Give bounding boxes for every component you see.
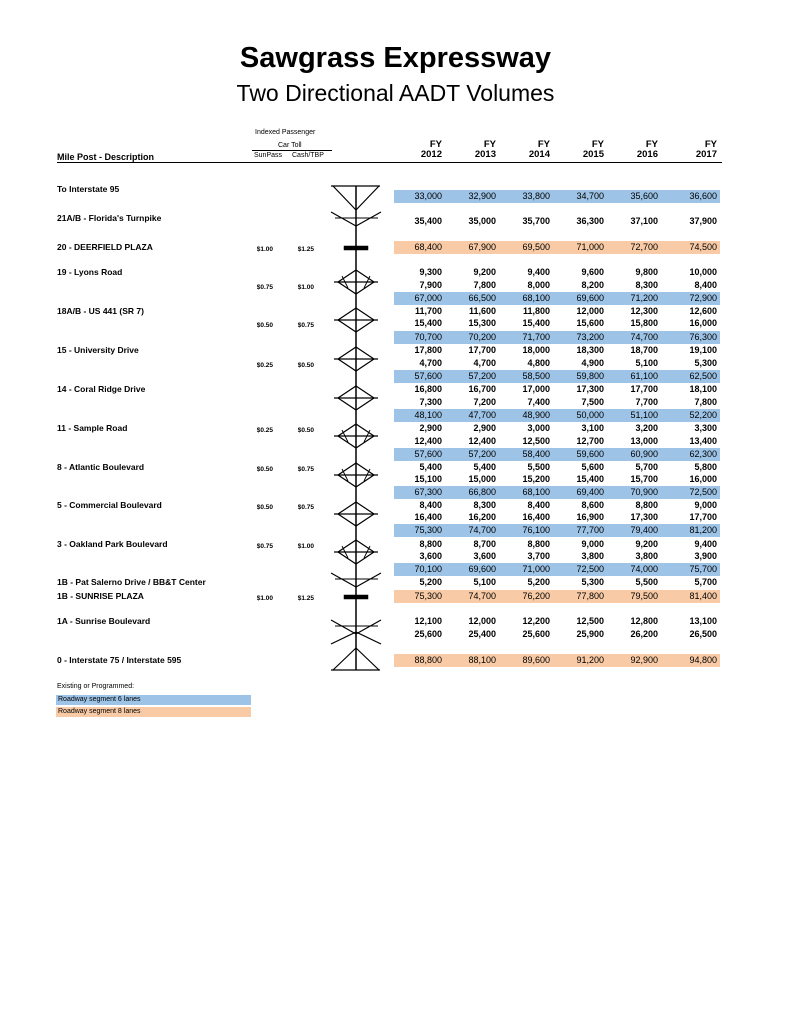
ramp [331, 573, 356, 587]
aadt-value: 5,300 [694, 358, 717, 368]
aadt-value: 69,600 [468, 564, 496, 574]
aadt-value: 33,800 [522, 191, 550, 201]
aadt-value: 70,200 [468, 332, 496, 342]
aadt-value: 9,000 [581, 539, 604, 549]
aadt-value: 3,000 [527, 423, 550, 433]
cash-column-header: Cash/TBP [292, 152, 324, 159]
aadt-value: 7,200 [473, 397, 496, 407]
toll-plaza [344, 595, 368, 599]
aadt-value: 68,100 [522, 487, 550, 497]
ramp [356, 186, 379, 210]
cash-toll: $1.25 [297, 246, 314, 253]
aadt-value: 69,400 [576, 487, 604, 497]
aadt-value: 91,200 [576, 655, 604, 665]
aadt-value: 36,300 [576, 216, 604, 226]
aadt-value: 15,300 [468, 318, 496, 328]
aadt-value: 8,400 [419, 500, 442, 510]
aadt-value: 5,100 [473, 577, 496, 587]
aadt-value: 15,800 [630, 318, 658, 328]
aadt-value: 61,100 [630, 371, 658, 381]
aadt-value: 74,700 [468, 525, 496, 535]
milepost-label: 3 - Oakland Park Boulevard [57, 539, 168, 549]
aadt-value: 32,900 [468, 191, 496, 201]
aadt-value: 26,200 [630, 629, 658, 639]
ramp [331, 620, 356, 634]
milepost-label: 1B - Pat Salerno Drive / BB&T Center [57, 577, 206, 587]
aadt-value: 16,700 [468, 384, 496, 394]
fy-label: FY [537, 139, 550, 150]
aadt-value: 3,700 [527, 551, 550, 561]
milepost-label: 11 - Sample Road [57, 423, 128, 433]
aadt-value: 16,900 [576, 512, 604, 522]
aadt-value: 47,700 [468, 410, 496, 420]
aadt-value: 71,000 [522, 564, 550, 574]
cash-toll: $0.75 [297, 466, 314, 473]
aadt-value: 11,800 [522, 306, 550, 316]
milepost-label: 5 - Commercial Boulevard [57, 500, 162, 510]
aadt-value: 17,700 [468, 345, 496, 355]
fy-year: 2012 [420, 149, 442, 160]
aadt-value: 25,600 [522, 629, 550, 639]
aadt-value: 3,900 [694, 551, 717, 561]
milepost-label: To Interstate 95 [57, 184, 120, 194]
fy-label: FY [429, 139, 442, 150]
aadt-value: 25,400 [468, 629, 496, 639]
aadt-value: 79,500 [630, 591, 658, 601]
aadt-value: 74,500 [689, 242, 717, 252]
aadt-value: 7,300 [419, 397, 442, 407]
aadt-value: 71,200 [630, 293, 658, 303]
aadt-value: 88,100 [468, 655, 496, 665]
toll-group-header: Indexed Passenger [255, 129, 316, 136]
aadt-value: 10,000 [689, 267, 717, 277]
aadt-value: 33,000 [414, 191, 442, 201]
toll-plaza [344, 246, 368, 250]
aadt-value: 9,300 [419, 267, 442, 277]
legend-six-lane: Roadway segment 6 lanes [56, 695, 251, 705]
aadt-value: 68,400 [414, 242, 442, 252]
aadt-value: 67,000 [414, 293, 442, 303]
aadt-value: 69,500 [522, 242, 550, 252]
aadt-value: 15,400 [414, 318, 442, 328]
aadt-value: 12,500 [522, 436, 550, 446]
milepost-label: 19 - Lyons Road [57, 267, 123, 277]
legend-heading: Existing or Programmed: [57, 683, 135, 690]
page-title: Sawgrass Expressway [239, 42, 552, 74]
aadt-value: 66,500 [468, 293, 496, 303]
aadt-value: 70,900 [630, 487, 658, 497]
aadt-value: 66,800 [468, 487, 496, 497]
aadt-value: 3,100 [581, 423, 604, 433]
aadt-value: 8,800 [419, 539, 442, 549]
aadt-value: 9,800 [635, 267, 658, 277]
aadt-value: 76,100 [522, 525, 550, 535]
aadt-value: 58,500 [522, 371, 550, 381]
sunpass-toll: $1.00 [256, 246, 273, 253]
aadt-value: 73,200 [576, 332, 604, 342]
aadt-value: 12,800 [630, 616, 658, 626]
aadt-value: 5,200 [419, 577, 442, 587]
aadt-value: 5,300 [581, 577, 604, 587]
aadt-value: 5,500 [527, 462, 550, 472]
aadt-value: 74,700 [630, 332, 658, 342]
aadt-value: 15,600 [576, 318, 604, 328]
aadt-value: 15,100 [414, 474, 442, 484]
aadt-value: 57,600 [414, 371, 442, 381]
aadt-value: 35,000 [468, 216, 496, 226]
cash-toll: $1.00 [297, 543, 314, 550]
aadt-value: 67,300 [414, 487, 442, 497]
aadt-value: 81,400 [689, 591, 717, 601]
aadt-value: 75,300 [414, 525, 442, 535]
milepost-label: 1A - Sunrise Boulevard [57, 616, 151, 626]
aadt-value: 3,800 [581, 551, 604, 561]
aadt-value: 59,600 [576, 449, 604, 459]
aadt-value: 17,300 [576, 384, 604, 394]
aadt-value: 77,700 [576, 525, 604, 535]
aadt-value: 8,700 [473, 539, 496, 549]
sunpass-toll: $0.75 [256, 543, 273, 550]
aadt-value: 5,800 [694, 462, 717, 472]
aadt-value: 74,000 [630, 564, 658, 574]
aadt-value: 4,700 [473, 358, 496, 368]
fy-label: FY [704, 139, 717, 150]
milepost-label: 18A/B - US 441 (SR 7) [57, 306, 144, 316]
aadt-value: 67,900 [468, 242, 496, 252]
sunpass-toll: $0.25 [256, 427, 273, 434]
ramp [356, 620, 381, 634]
toll-subheader: Car Toll [278, 142, 302, 149]
aadt-value: 15,700 [630, 474, 658, 484]
aadt-value: 18,700 [630, 345, 658, 355]
aadt-value: 57,200 [468, 371, 496, 381]
aadt-value: 12,500 [576, 616, 604, 626]
aadt-value: 9,200 [473, 267, 496, 277]
aadt-value: 9,400 [527, 267, 550, 277]
aadt-value: 8,000 [527, 280, 550, 290]
cash-toll: $0.75 [297, 322, 314, 329]
sunpass-toll: $0.50 [256, 504, 273, 511]
aadt-value: 52,200 [689, 410, 717, 420]
aadt-value: 11,600 [468, 306, 496, 316]
fy-year: 2013 [474, 149, 496, 160]
aadt-value: 12,100 [414, 616, 442, 626]
aadt-value: 16,400 [414, 512, 442, 522]
aadt-value: 8,800 [527, 539, 550, 549]
aadt-value: 12,000 [576, 306, 604, 316]
aadt-value: 8,300 [473, 500, 496, 510]
aadt-value: 8,800 [635, 500, 658, 510]
aadt-value: 35,600 [630, 191, 658, 201]
aadt-value: 81,200 [689, 525, 717, 535]
milepost-label: 15 - University Drive [57, 345, 139, 355]
cash-toll: $1.25 [297, 595, 314, 602]
fy-label: FY [483, 139, 496, 150]
aadt-value: 12,300 [630, 306, 658, 316]
aadt-value: 72,700 [630, 242, 658, 252]
aadt-value: 5,400 [473, 462, 496, 472]
aadt-value: 18,100 [689, 384, 717, 394]
aadt-value: 25,600 [414, 629, 442, 639]
aadt-value: 50,000 [576, 410, 604, 420]
aadt-value: 9,200 [635, 539, 658, 549]
aadt-value: 5,600 [581, 462, 604, 472]
milepost-label: 21A/B - Florida's Turnpike [57, 213, 162, 223]
aadt-value: 59,800 [576, 371, 604, 381]
aadt-value: 7,900 [419, 280, 442, 290]
aadt-value: 13,000 [630, 436, 658, 446]
aadt-value: 34,700 [576, 191, 604, 201]
aadt-value: 5,700 [635, 462, 658, 472]
aadt-value: 17,300 [630, 512, 658, 522]
sunpass-toll: $0.50 [256, 322, 273, 329]
page-subtitle: Two Directional AADT Volumes [236, 80, 555, 106]
aadt-value: 12,700 [576, 436, 604, 446]
aadt-value: 4,700 [419, 358, 442, 368]
aadt-value: 3,200 [635, 423, 658, 433]
fy-label: FY [591, 139, 604, 150]
milepost-label: 0 - Interstate 75 / Interstate 595 [57, 655, 182, 665]
milepost-label: 14 - Coral Ridge Drive [57, 384, 146, 394]
aadt-value: 71,700 [522, 332, 550, 342]
aadt-value: 74,700 [468, 591, 496, 601]
aadt-value: 7,800 [473, 280, 496, 290]
aadt-value: 35,400 [414, 216, 442, 226]
aadt-value: 2,900 [419, 423, 442, 433]
aadt-value: 12,200 [522, 616, 550, 626]
aadt-value: 5,400 [419, 462, 442, 472]
aadt-value: 9,000 [694, 500, 717, 510]
aadt-value: 57,200 [468, 449, 496, 459]
sunpass-toll: $0.50 [256, 466, 273, 473]
aadt-value: 18,300 [576, 345, 604, 355]
aadt-value: 94,800 [689, 655, 717, 665]
aadt-value: 89,600 [522, 655, 550, 665]
sunpass-column-header: SunPass [254, 152, 283, 159]
mile-post-header: Mile Post - Description [57, 152, 155, 162]
aadt-value: 16,000 [689, 318, 717, 328]
aadt-value: 8,400 [694, 280, 717, 290]
aadt-value: 76,300 [689, 332, 717, 342]
aadt-value: 75,700 [689, 564, 717, 574]
aadt-value: 18,000 [522, 345, 550, 355]
aadt-value: 79,400 [630, 525, 658, 535]
aadt-value: 12,400 [468, 436, 496, 446]
aadt-value: 8,600 [581, 500, 604, 510]
legend-eight-lane: Roadway segment 8 lanes [56, 707, 251, 717]
aadt-value: 57,600 [414, 449, 442, 459]
aadt-value: 9,600 [581, 267, 604, 277]
aadt-value: 7,500 [581, 397, 604, 407]
aadt-value: 62,500 [689, 371, 717, 381]
aadt-value: 8,400 [527, 500, 550, 510]
aadt-value: 70,700 [414, 332, 442, 342]
aadt-value: 17,700 [630, 384, 658, 394]
aadt-value: 68,100 [522, 293, 550, 303]
aadt-value: 13,400 [689, 436, 717, 446]
aadt-value: 37,900 [689, 216, 717, 226]
ramp [333, 186, 356, 210]
aadt-value: 62,300 [689, 449, 717, 459]
aadt-value: 60,900 [630, 449, 658, 459]
aadt-value: 16,000 [689, 474, 717, 484]
aadt-value: 15,400 [576, 474, 604, 484]
aadt-value: 48,100 [414, 410, 442, 420]
aadt-value: 15,200 [522, 474, 550, 484]
aadt-value: 3,800 [635, 551, 658, 561]
aadt-value: 7,400 [527, 397, 550, 407]
aadt-value: 3,600 [419, 551, 442, 561]
fy-year: 2015 [582, 149, 604, 160]
ramp [331, 212, 356, 226]
aadt-value: 4,800 [527, 358, 550, 368]
aadt-value: 11,700 [414, 306, 442, 316]
ramp [331, 632, 356, 644]
cash-toll: $0.75 [297, 504, 314, 511]
aadt-value: 12,000 [468, 616, 496, 626]
ramp [333, 648, 356, 670]
aadt-value: 71,000 [576, 242, 604, 252]
aadt-value: 17,800 [414, 345, 442, 355]
aadt-value: 7,800 [694, 397, 717, 407]
aadt-value: 16,800 [414, 384, 442, 394]
aadt-value: 16,400 [522, 512, 550, 522]
ramp [356, 573, 381, 587]
aadt-value: 8,200 [581, 280, 604, 290]
fy-year: 2017 [695, 149, 717, 160]
aadt-value: 92,900 [630, 655, 658, 665]
aadt-value: 75,300 [414, 591, 442, 601]
aadt-value: 76,200 [522, 591, 550, 601]
aadt-value: 3,300 [694, 423, 717, 433]
aadt-value: 17,700 [689, 512, 717, 522]
cash-toll: $1.00 [297, 284, 314, 291]
aadt-value: 2,900 [473, 423, 496, 433]
aadt-value: 51,100 [630, 410, 658, 420]
aadt-value: 5,500 [635, 577, 658, 587]
aadt-value: 72,900 [689, 293, 717, 303]
aadt-value: 3,600 [473, 551, 496, 561]
aadt-value: 9,400 [694, 539, 717, 549]
aadt-value: 13,100 [689, 616, 717, 626]
aadt-value: 58,400 [522, 449, 550, 459]
aadt-value: 5,200 [527, 577, 550, 587]
milepost-label: 8 - Atlantic Boulevard [57, 462, 145, 472]
aadt-value: 25,900 [576, 629, 604, 639]
ramp [356, 212, 381, 226]
milepost-label: 20 - DEERFIELD PLAZA [57, 242, 153, 252]
aadt-value: 12,600 [689, 306, 717, 316]
sunpass-toll: $0.75 [256, 284, 273, 291]
aadt-value: 72,500 [576, 564, 604, 574]
aadt-value: 72,500 [689, 487, 717, 497]
fy-label: FY [645, 139, 658, 150]
aadt-value: 15,000 [468, 474, 496, 484]
aadt-value: 17,000 [522, 384, 550, 394]
sunpass-toll: $0.25 [256, 362, 273, 369]
fy-year: 2016 [636, 149, 658, 160]
aadt-value: 77,800 [576, 591, 604, 601]
aadt-value: 19,100 [689, 345, 717, 355]
ramp [356, 648, 379, 670]
cash-toll: $0.50 [297, 427, 314, 434]
milepost-label: 1B - SUNRISE PLAZA [57, 591, 144, 601]
aadt-value: 37,100 [630, 216, 658, 226]
aadt-value: 48,900 [522, 410, 550, 420]
aadt-value: 5,700 [694, 577, 717, 587]
ramp [356, 632, 381, 644]
aadt-value: 16,200 [468, 512, 496, 522]
aadt-value: 4,900 [581, 358, 604, 368]
aadt-value: 15,400 [522, 318, 550, 328]
fy-year: 2014 [528, 149, 550, 160]
aadt-value: 36,600 [689, 191, 717, 201]
sunpass-toll: $1.00 [256, 595, 273, 602]
aadt-value: 12,400 [414, 436, 442, 446]
aadt-value: 70,100 [414, 564, 442, 574]
aadt-value: 88,800 [414, 655, 442, 665]
aadt-value: 8,300 [635, 280, 658, 290]
aadt-value: 5,100 [635, 358, 658, 368]
aadt-value: 26,500 [689, 629, 717, 639]
aadt-value: 69,600 [576, 293, 604, 303]
aadt-value: 7,700 [635, 397, 658, 407]
aadt-value: 35,700 [522, 216, 550, 226]
cash-toll: $0.50 [297, 362, 314, 369]
